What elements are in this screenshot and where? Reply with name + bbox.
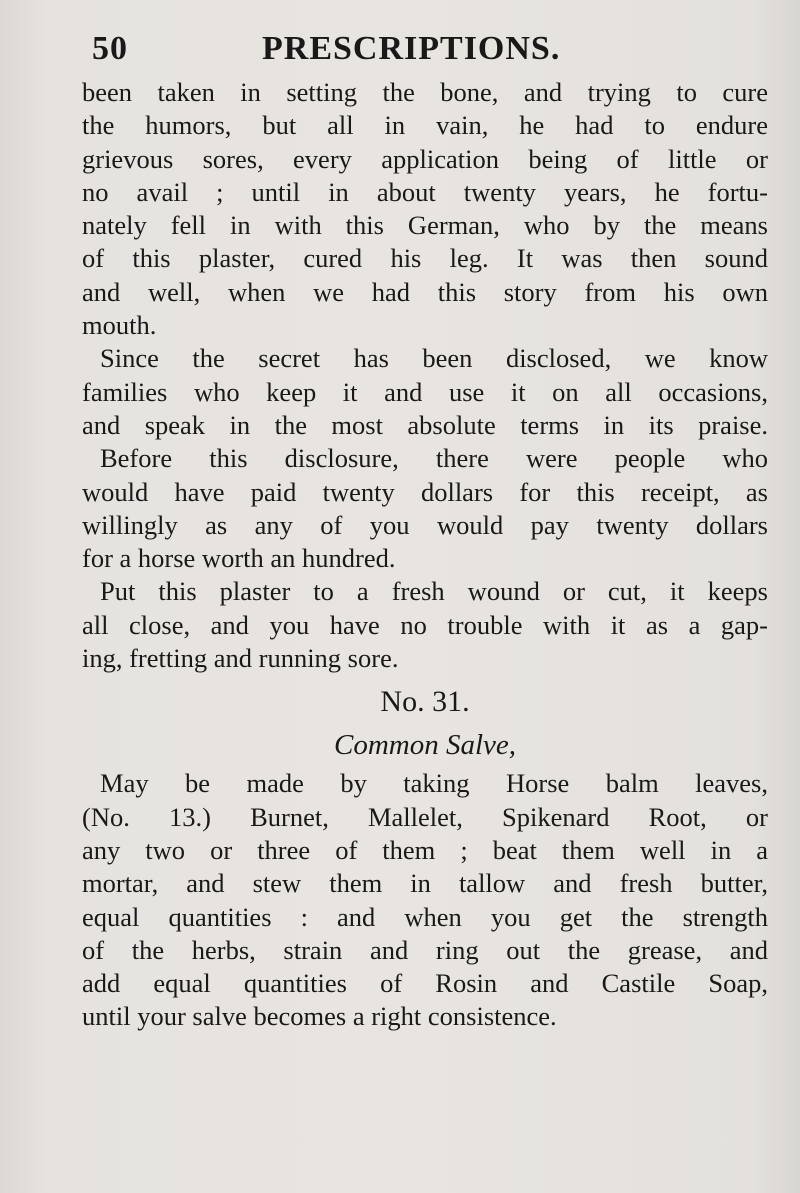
text-line: the humors, but all in vain, he had to endure — [82, 110, 768, 141]
text-line: (No. 13.) Burnet, Mallelet, Spikenard Root, or — [82, 801, 768, 832]
text-line: Put this plaster to a fresh wound or cut, it keeps — [100, 576, 768, 607]
text-line: until your salve becomes a right consistence. — [82, 1001, 557, 1032]
text-line: for a horse worth an hundred. — [82, 543, 396, 574]
recipe-number: No. 31. — [380, 685, 470, 719]
text-line: grievous sores, every application being of little or — [82, 143, 768, 174]
text-line: and speak in the most absolute terms in its praise. — [82, 409, 768, 440]
text-line: of this plaster, cured his leg. It was then sound — [82, 243, 768, 274]
text-line: willingly as any of you would pay twenty dollars — [82, 509, 768, 540]
body-text — [82, 76, 768, 1034]
paragraph-2 — [82, 342, 768, 575]
text-line: any two or three of them ; beat them well in a — [82, 834, 768, 865]
running-head — [82, 30, 602, 70]
text-line: add equal quantities of Rosin and Castile Soap, — [82, 968, 768, 999]
text-line: all close, and you have no trouble with it as a gap- — [82, 609, 768, 640]
text-line: no avail ; until in about twenty years, he fortu- — [82, 176, 768, 207]
recipe-title: Common Salve, — [333, 729, 517, 762]
paragraph-3 — [82, 575, 768, 675]
running-title: PRESCRIPTIONS. — [262, 30, 561, 67]
paragraph-4 — [82, 767, 768, 1033]
text-line: mouth. — [82, 310, 157, 341]
text-line: and well, when we had this story from his own — [82, 276, 768, 307]
text-line: mortar, and stew them in tallow and fresh butter, — [82, 868, 768, 899]
text-line: May be made by taking Horse balm leaves, — [100, 768, 768, 799]
text-line: Since the secret has been disclosed, we know — [100, 343, 768, 374]
text-line: ing, fretting and running sore. — [82, 643, 399, 674]
text-line: would have paid twenty dollars for this receipt, as — [82, 476, 768, 507]
text-line: families who keep it and use it on all occasions, — [82, 376, 768, 407]
text-line: of the herbs, strain and ring out the grease, and — [82, 934, 768, 965]
page-number: 50 — [92, 30, 128, 67]
paragraph-1 — [82, 76, 768, 342]
text-line: been taken in setting the bone, and trying to cure — [82, 77, 768, 107]
text-line: Before this disclosure, there were people who — [100, 443, 768, 474]
text-line: equal quantities : and when you get the strength — [82, 901, 768, 932]
text-line: nately fell in with this German, who by the means — [82, 210, 768, 241]
